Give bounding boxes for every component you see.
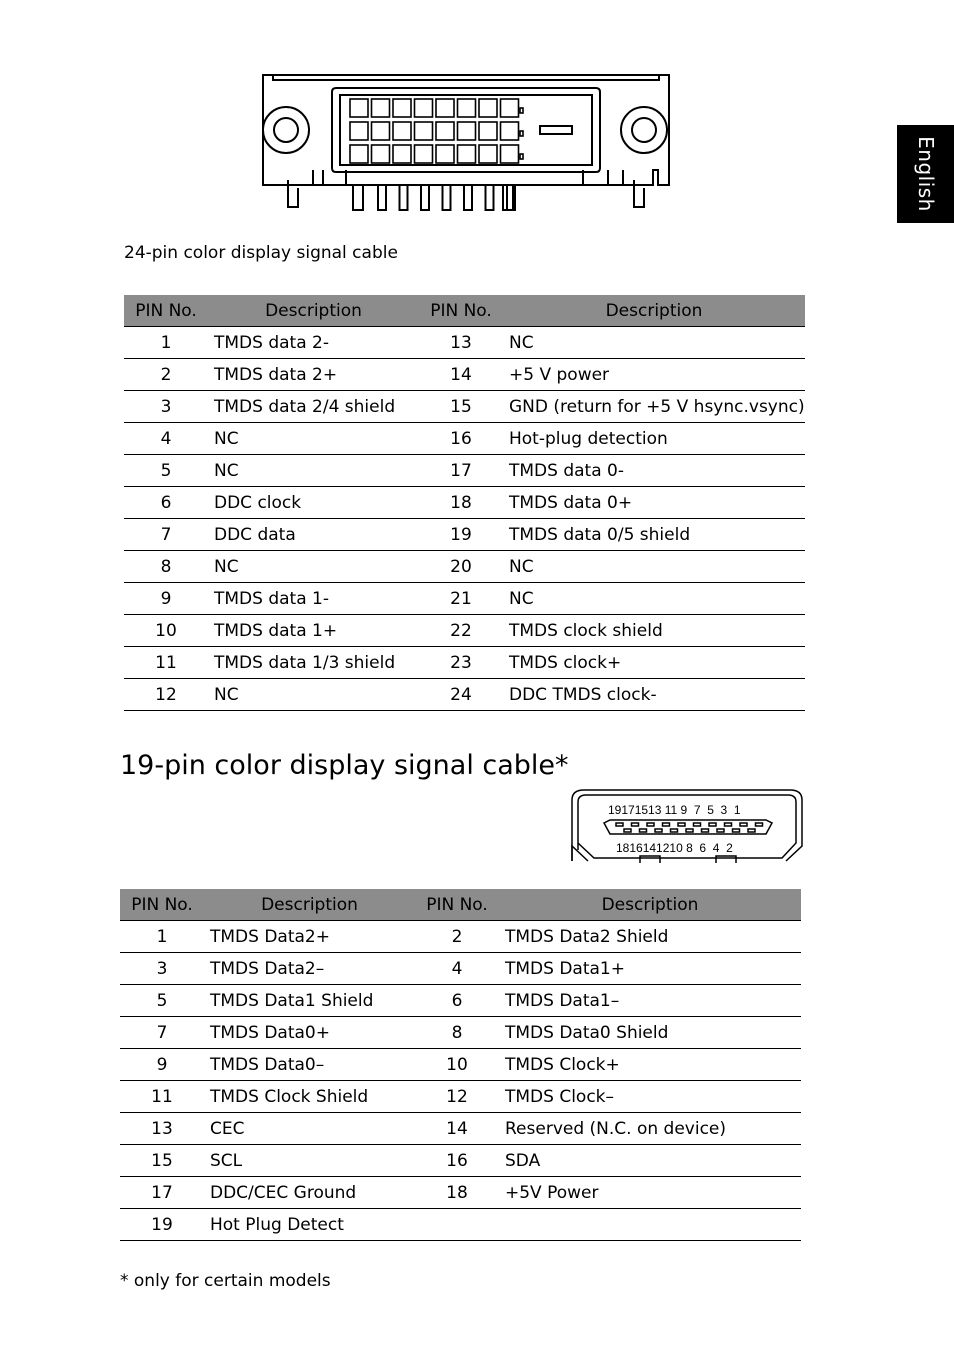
hdmi-pin-bottom [686,829,693,832]
hdmi-pin-top [740,823,747,826]
dvi-pin [372,122,390,140]
pin-description-cell: +5 V power [503,359,805,391]
dvi-pin-marker [520,108,523,113]
pin-description-cell [499,1209,801,1241]
dvi-pin-marker [520,131,523,136]
pin-description-cell: TMDS data 1+ [208,615,419,647]
column-header: Description [204,889,415,921]
pin-number-cell: 18 [415,1177,499,1209]
dvi-pcb-leg [464,185,472,210]
pin-description-cell: TMDS Clock– [499,1081,801,1113]
dvi-pin [393,99,411,117]
table-row [120,1177,801,1209]
dvi-pcb-leg [378,185,386,210]
hdmi-pin-table [120,889,801,1241]
dvi-pcb-leg [421,185,429,210]
pin-description-cell: NC [503,583,805,615]
pin-number-cell: 9 [124,583,208,615]
table-header-row [120,889,801,921]
pin-number-cell: 17 [419,455,503,487]
dvi-pin [415,145,433,163]
dvi-pin [393,122,411,140]
dvi-pin [415,122,433,140]
dvi-pin [350,145,368,163]
dvi-pin [350,122,368,140]
table-row [124,423,805,455]
pin-number-cell: 7 [120,1017,204,1049]
pin-number-cell: 10 [124,615,208,647]
column-header: Description [503,295,805,327]
dvi-pin [458,99,476,117]
dvi-pin-marker [520,154,523,159]
dvi-pcb-leg [400,185,408,210]
table-row [124,615,805,647]
pin-description-cell: NC [208,679,419,711]
hdmi-pin-top [663,823,670,826]
language-tab [897,125,954,223]
pin-description-cell: Reserved (N.C. on device) [499,1113,801,1145]
pin-description-cell: DDC TMDS clock- [503,679,805,711]
dvi-pin [501,122,519,140]
table-row [120,1209,801,1241]
hdmi-pin-bottom [624,829,631,832]
pin-number-cell: 15 [419,391,503,423]
pin-number-cell: 4 [415,953,499,985]
pin-description-cell: NC [503,327,805,359]
table-row [124,647,805,679]
column-header: PIN No. [124,295,208,327]
pin-number-cell: 3 [124,391,208,423]
pin-description-cell: TMDS data 2+ [208,359,419,391]
hdmi-pin-bottom [671,829,678,832]
table-row [124,583,805,615]
hdmi-pin-top [647,823,654,826]
pin-number-cell: 11 [120,1081,204,1113]
table-row [120,1145,801,1177]
dvi-pin [458,122,476,140]
hdmi-pin-top [616,823,623,826]
table-row [120,1017,801,1049]
pin-number-cell: 12 [124,679,208,711]
table-row [120,921,801,953]
pin-description-cell: TMDS data 0- [503,455,805,487]
pin-number-cell: 13 [120,1113,204,1145]
table-row [124,519,805,551]
dvi-pin [479,145,497,163]
dvi-pin [458,145,476,163]
pin-description-cell: GND (return for +5 V hsync.vsync) [503,391,805,423]
hdmi-pin-bottom [748,829,755,832]
hdmi-pin-top [678,823,685,826]
pin-description-cell: TMDS data 2- [208,327,419,359]
pin-number-cell: 16 [419,423,503,455]
pin-number-cell: 14 [415,1113,499,1145]
pin-description-cell: Hot-plug detection [503,423,805,455]
table-row [124,551,805,583]
pin-description-cell: DDC data [208,519,419,551]
pin-description-cell: TMDS Data0– [204,1049,415,1081]
table-row [124,327,805,359]
pin-number-cell: 1 [124,327,208,359]
column-header: Description [499,889,801,921]
dvi-pin [501,145,519,163]
pin-description-cell: NC [503,551,805,583]
pin-number-cell: 6 [415,985,499,1017]
dvi-pin [436,145,454,163]
table-row [120,1081,801,1113]
table-row [124,359,805,391]
hdmi-pin-bottom [733,829,740,832]
hdmi-pin-top [632,823,639,826]
pin-description-cell: SCL [204,1145,415,1177]
hdmi-pin-bottom [640,829,647,832]
pin-description-cell: NC [208,423,419,455]
pin-number-cell: 3 [120,953,204,985]
hdmi-top-pin-numbers: 19171513 11 9 7 5 3 1 [608,803,741,817]
table-header-row [124,295,805,327]
pin-description-cell: TMDS data 1- [208,583,419,615]
pin-number-cell: 9 [120,1049,204,1081]
pin-number-cell: 2 [124,359,208,391]
column-header: Description [208,295,419,327]
pin-number-cell: 6 [124,487,208,519]
hdmi-pin-top [725,823,732,826]
pin-description-cell: TMDS Data1– [499,985,801,1017]
pin-number-cell: 16 [415,1145,499,1177]
pin-number-cell: 19 [419,519,503,551]
pin-number-cell: 24 [419,679,503,711]
pin-number-cell: 7 [124,519,208,551]
pin-description-cell: TMDS Data0+ [204,1017,415,1049]
pin-number-cell: 13 [419,327,503,359]
pin-description-cell: TMDS Clock Shield [204,1081,415,1113]
hdmi-pin-bottom [702,829,709,832]
column-header: PIN No. [415,889,499,921]
pin-number-cell: 10 [415,1049,499,1081]
pin-number-cell: 20 [419,551,503,583]
pin-description-cell: TMDS Data1+ [499,953,801,985]
hdmi-connector-diagram [570,788,804,863]
pin-number-cell: 17 [120,1177,204,1209]
table-row [120,985,801,1017]
pin-description-cell: SDA [499,1145,801,1177]
dvi-pin-table [124,295,805,711]
dvi-pin [479,122,497,140]
pin-description-cell: NC [208,551,419,583]
pin-description-cell: TMDS Data0 Shield [499,1017,801,1049]
pin-description-cell: TMDS data 1/3 shield [208,647,419,679]
table-row [124,455,805,487]
hdmi-section-title: 19-pin color display signal cable* [120,750,569,781]
pin-number-cell: 22 [419,615,503,647]
pin-description-cell: TMDS Data2– [204,953,415,985]
pin-number-cell: 18 [419,487,503,519]
hdmi-pin-bottom [655,829,662,832]
pin-number-cell: 1 [120,921,204,953]
pin-number-cell: 12 [415,1081,499,1113]
dvi-pin [372,145,390,163]
dvi-pin [436,99,454,117]
table-row [120,953,801,985]
pin-description-cell: TMDS Data2+ [204,921,415,953]
pin-number-cell: 15 [120,1145,204,1177]
dvi-pin [393,145,411,163]
pin-description-cell: TMDS data 2/4 shield [208,391,419,423]
pin-number-cell: 8 [124,551,208,583]
pin-description-cell: TMDS data 0+ [503,487,805,519]
dvi-pin [436,122,454,140]
column-header: PIN No. [419,295,503,327]
dvi-caption: 24-pin color display signal cable [124,243,398,263]
pin-description-cell: CEC [204,1113,415,1145]
pin-number-cell: 21 [419,583,503,615]
pin-number-cell: 23 [419,647,503,679]
pin-description-cell: +5V Power [499,1177,801,1209]
hdmi-pin-top [756,823,763,826]
pin-description-cell: TMDS Data2 Shield [499,921,801,953]
pin-number-cell: 4 [124,423,208,455]
dvi-pin [415,99,433,117]
table-row [120,1049,801,1081]
hdmi-pin-bottom [717,829,724,832]
pin-description-cell: TMDS clock shield [503,615,805,647]
footnote: * only for certain models [120,1271,331,1291]
pin-number-cell: 11 [124,647,208,679]
pin-number-cell: 2 [415,921,499,953]
pin-number-cell: 19 [120,1209,204,1241]
pin-description-cell: NC [208,455,419,487]
pin-number-cell [415,1209,499,1241]
hdmi-pin-top [694,823,701,826]
pin-description-cell: TMDS Clock+ [499,1049,801,1081]
pin-number-cell: 5 [124,455,208,487]
pin-description-cell: TMDS clock+ [503,647,805,679]
dvi-pin [501,99,519,117]
table-row [124,487,805,519]
table-row [120,1113,801,1145]
hdmi-bottom-pin-numbers: 1816141210 8 6 4 2 [616,841,733,855]
pin-description-cell: Hot Plug Detect [204,1209,415,1241]
pin-number-cell: 14 [419,359,503,391]
pin-description-cell: DDC/CEC Ground [204,1177,415,1209]
pin-description-cell: TMDS data 0/5 shield [503,519,805,551]
table-row [124,391,805,423]
pin-description-cell: TMDS Data1 Shield [204,985,415,1017]
pin-number-cell: 8 [415,1017,499,1049]
table-row [124,679,805,711]
dvi-pin [372,99,390,117]
dvi-pcb-leg [443,185,451,210]
column-header: PIN No. [120,889,204,921]
dvi-pcb-leg [486,185,494,210]
language-tab-label: English [913,136,938,212]
hdmi-pin-top [709,823,716,826]
pin-number-cell: 5 [120,985,204,1017]
pin-description-cell: DDC clock [208,487,419,519]
dvi-connector-diagram [258,70,674,215]
dvi-pin [479,99,497,117]
dvi-pin [350,99,368,117]
